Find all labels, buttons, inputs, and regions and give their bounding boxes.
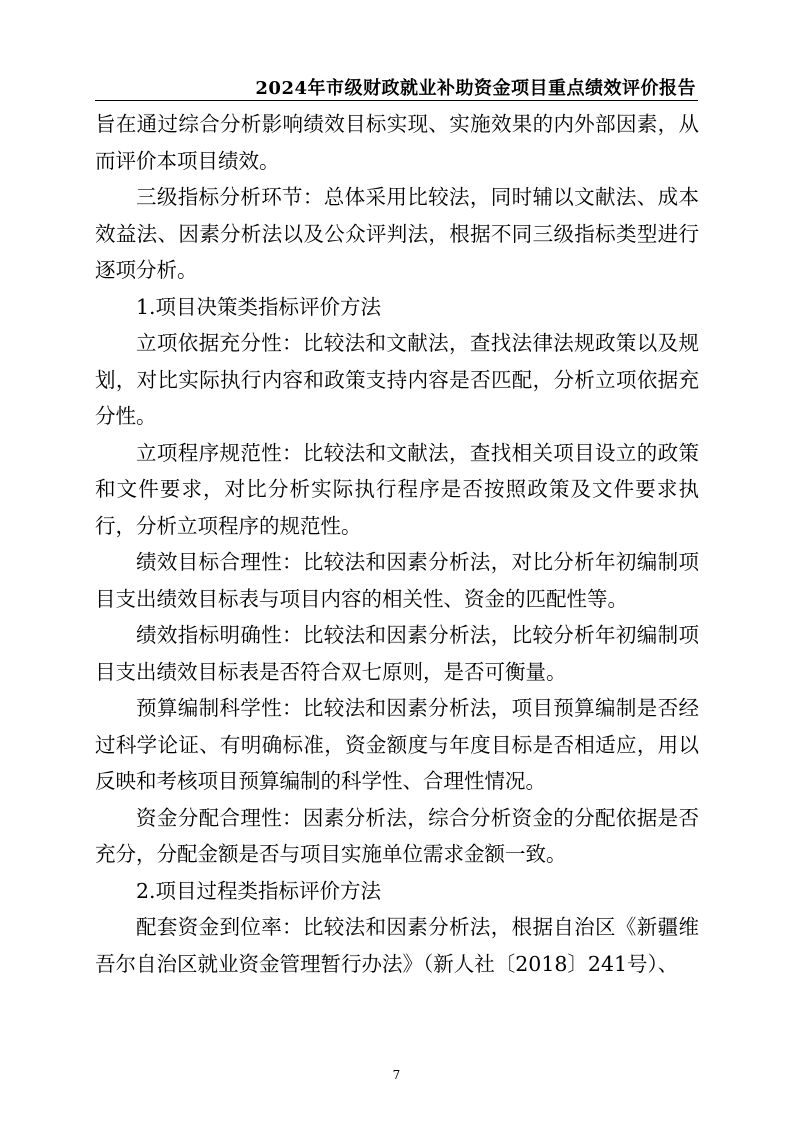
paragraph: 立项依据充分性：比较法和文献法，查找法律法规政策以及规划，对比实际执行内容和政策支持内容是否匹配，分析立项依据充分性。	[95, 331, 699, 428]
page-number: 7	[392, 1068, 401, 1082]
paragraph: 资金分配合理性：因素分析法，综合分析资金的分配依据是否充分，分配金额是否与项目实施单位需求金额一致。	[95, 805, 699, 866]
paragraph: 绩效目标合理性：比较法和因素分析法，对比分析年初编制项目支出绩效目标表与项目内容的相关性、资金的匹配性等。	[95, 550, 699, 611]
body-text	[95, 106, 699, 982]
paragraph: 预算编制科学性：比较法和因素分析法，项目预算编制是否经过科学论证、有明确标准，资金额度与年度目标是否相适应，用以反映和考核项目预算编制的科学性、合理性情况。	[95, 696, 699, 793]
section-heading: 2.项目过程类指标评价方法	[136, 878, 382, 903]
running-header-title: 2024年市级财政就业补助资金项目重点绩效评价报告	[255, 78, 696, 99]
paragraph: 配套资金到位率：比较法和因素分析法，根据自治区《新疆维吾尔自治区就业资金管理暂行办法》（新人社〔2018〕241号）、	[95, 915, 699, 976]
header-divider	[95, 100, 698, 101]
paragraph: 绩效指标明确性：比较法和因素分析法，比较分析年初编制项目支出绩效目标表是否符合双七原则，是否可衡量。	[95, 623, 699, 684]
paragraph: 立项程序规范性：比较法和文献法，查找相关项目设立的政策和文件要求，对比分析实际执行程序是否按照政策及文件要求执行，分析立项程序的规范性。	[95, 440, 699, 538]
paragraph: 旨在通过综合分析影响绩效目标实现、实施效果的内外部因素，从而评价本项目绩效。	[95, 112, 699, 173]
section-heading: 1.项目决策类指标评价方法	[136, 294, 382, 319]
paragraph: 三级指标分析环节：总体采用比较法，同时辅以文献法、成本效益法、因素分析法以及公众评判法，根据不同三级指标类型进行逐项分析。	[95, 185, 699, 282]
